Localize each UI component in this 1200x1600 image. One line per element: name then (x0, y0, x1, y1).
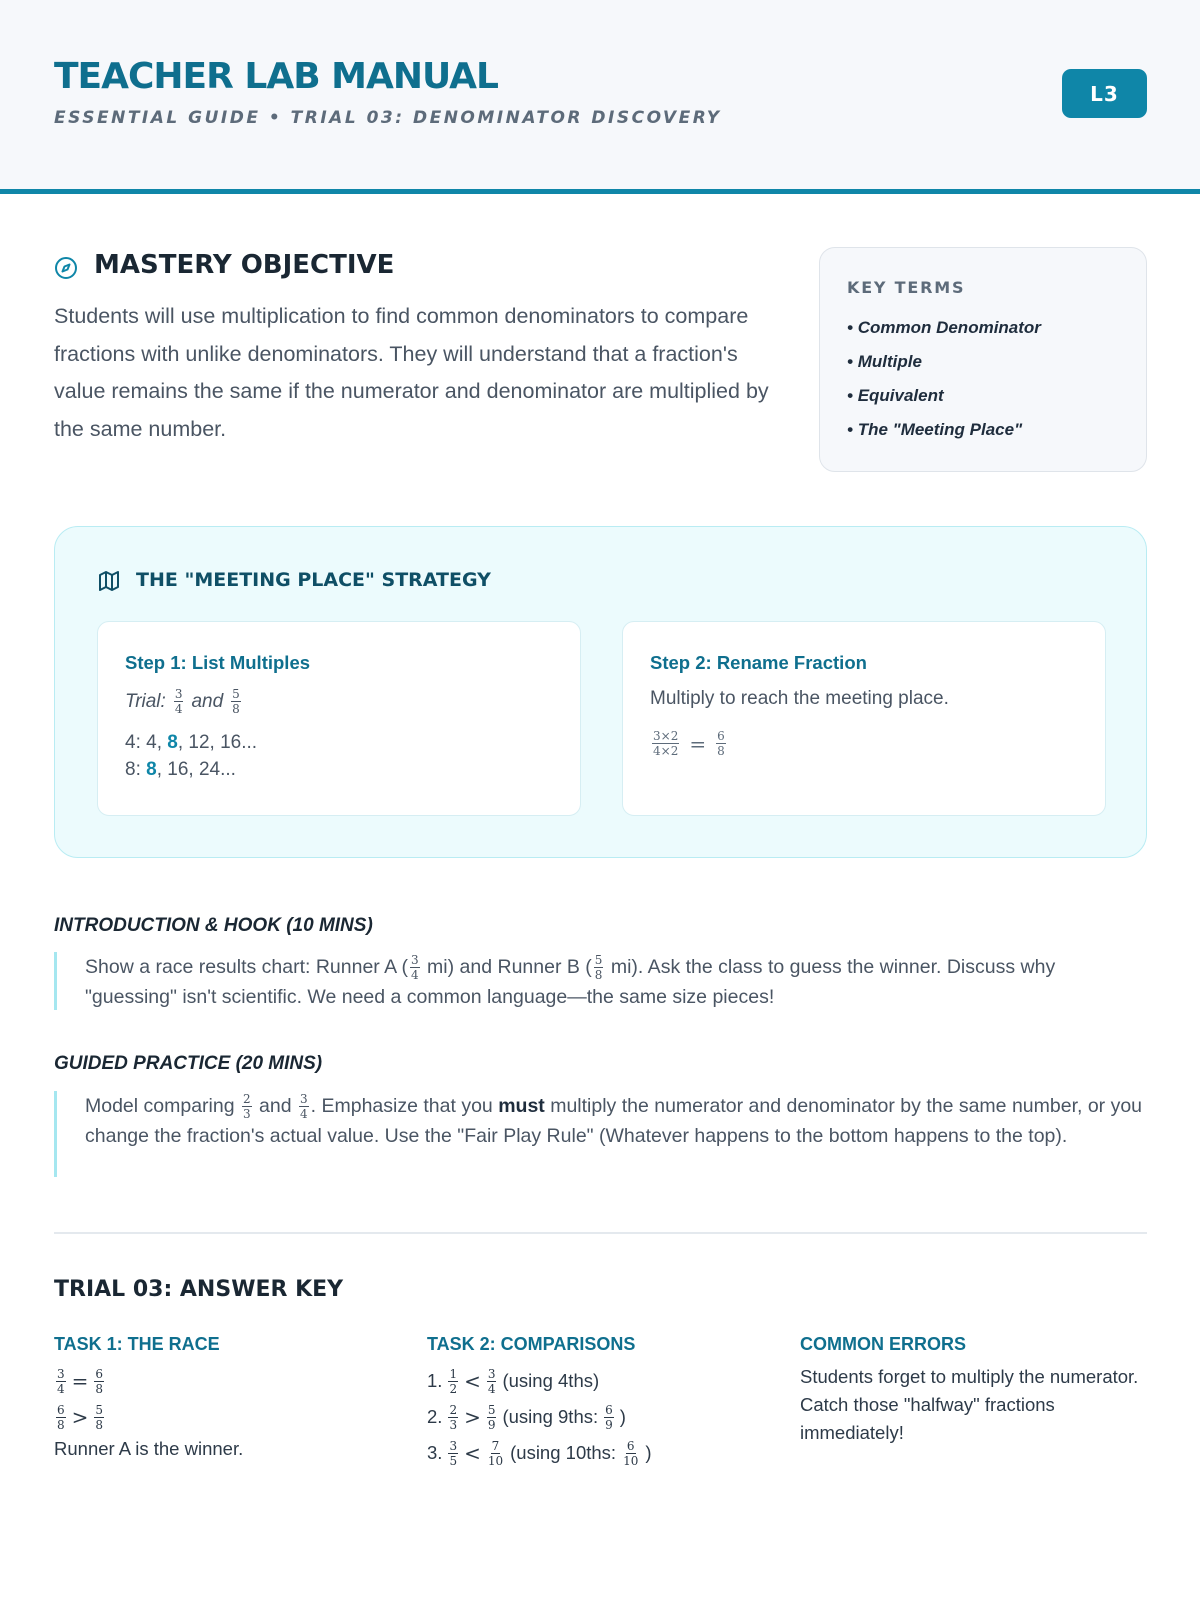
comparison-note: (using 9ths: (502, 1406, 599, 1427)
compass-icon (54, 256, 78, 280)
text-span: mi). Ask the class to guess the winner. Discuss why "guessing" isn't scientific. We need a common language—the same size pieces! (85, 956, 1056, 1008)
fraction (56, 1368, 66, 1395)
task-1-column (54, 1334, 394, 1463)
key-term-item: • Multiple (847, 345, 1120, 379)
key-term-item: • The "Meeting Place" (847, 413, 1120, 447)
numerator: 7 (491, 1438, 500, 1453)
task-2-heading: TASK 2: COMPARISONS (427, 1334, 636, 1354)
close-paren: ) (645, 1442, 652, 1463)
denominator: 4 (300, 1107, 308, 1122)
denominator: 8 (95, 1381, 104, 1396)
page-subtitle: ESSENTIAL GUIDE • TRIAL 03: DENOMINATOR DISCOVERY (54, 108, 722, 128)
denominator: 8 (232, 702, 240, 716)
numerator: 3×2 (653, 729, 679, 743)
numerator: 2 (243, 1092, 251, 1107)
multiples-prefix: 4: 4, (125, 732, 168, 753)
objective-title: MASTERY OBJECTIVE (94, 250, 395, 280)
close-paren: ) (619, 1406, 626, 1427)
rename-equation (650, 730, 1078, 757)
step-2-text: Multiply to reach the meeting place. (650, 688, 949, 709)
fraction (652, 730, 679, 757)
numerator: 1 (449, 1366, 458, 1381)
denominator: 9 (605, 1417, 613, 1432)
common-errors-text: Students forget to multiply the numerator. Catch those "halfway" fractions immediately! (800, 1366, 1139, 1443)
fraction (448, 1368, 458, 1395)
key-term-item: • Equivalent (847, 379, 1120, 413)
numerator: 5 (594, 953, 603, 968)
header (0, 0, 1200, 194)
text-span: mi) and Runner B ( (421, 956, 592, 978)
numerator: 6 (605, 1402, 613, 1417)
trial-label: Trial: (125, 690, 166, 712)
text-span: and (253, 1095, 298, 1117)
denominator: 4 (174, 702, 183, 716)
objective-text: Students will use multiplication to find common denominators to compare fractions with unlike denominators. They will understand that a fraction's value remains the same if the numerator and denominator are multiplied by the same number. (54, 304, 769, 441)
common-errors-column (800, 1334, 1140, 1447)
multiples-row-4 (125, 729, 553, 756)
common-errors-heading: COMMON ERRORS (800, 1334, 966, 1354)
comparison-item (427, 1399, 767, 1435)
fraction (487, 1440, 504, 1467)
numerator: 3 (411, 953, 419, 968)
guided-text (54, 1091, 1147, 1177)
emphasis: must (498, 1095, 545, 1117)
key-term-item: • Common Denominator (847, 311, 1120, 345)
key-terms-label: KEY TERMS (847, 278, 966, 297)
denominator: 8 (95, 1417, 104, 1432)
key-terms-box (819, 247, 1147, 472)
denominator: 4 (487, 1381, 496, 1396)
numerator: 6 (626, 1438, 635, 1453)
denominator: 3 (243, 1107, 251, 1122)
operator: > (464, 1405, 481, 1429)
denominator: 4 (411, 968, 419, 983)
comparison-item (427, 1363, 767, 1399)
denominator: 10 (623, 1453, 639, 1468)
text-span: . Emphasize that you (310, 1095, 499, 1117)
fraction (716, 730, 726, 757)
denominator: 2 (449, 1381, 458, 1396)
denominator: 10 (487, 1453, 504, 1468)
numerator: 6 (57, 1402, 65, 1417)
intro-text (54, 952, 1147, 1010)
task-2-column (427, 1334, 767, 1471)
task-1-equation (54, 1363, 394, 1399)
answer-key-title: TRIAL 03: ANSWER KEY (54, 1277, 344, 1302)
fraction (594, 954, 604, 981)
item-number: 3. (427, 1442, 443, 1463)
fraction (94, 1404, 104, 1431)
text-span: Show a race results chart: Runner A ( (85, 956, 408, 978)
multiples-prefix: 8: (125, 759, 147, 780)
multiples-suffix: , 16, 24... (156, 759, 236, 780)
fraction (604, 1404, 614, 1431)
numerator: 5 (487, 1402, 496, 1417)
comparison-note: (using 10ths: (510, 1442, 617, 1463)
step-2-card (622, 621, 1106, 816)
step-1-trial (125, 688, 553, 715)
comparison-item (427, 1435, 767, 1471)
numerator: 2 (449, 1402, 458, 1417)
fraction (299, 1093, 309, 1120)
step-1-title: Step 1: List Multiples (125, 652, 311, 673)
divider (54, 1232, 1147, 1234)
fraction (56, 1404, 66, 1431)
strategy-title: THE "MEETING PLACE" STRATEGY (136, 569, 491, 591)
fraction (410, 954, 420, 981)
strategy-panel (54, 526, 1147, 858)
step-2-title: Step 2: Rename Fraction (650, 652, 867, 673)
task-1-heading: TASK 1: THE RACE (54, 1334, 220, 1354)
operator: = (689, 731, 707, 756)
numerator: 3 (487, 1366, 496, 1381)
fraction (231, 688, 241, 715)
meeting-number: 8 (146, 759, 157, 780)
numerator: 5 (232, 687, 240, 701)
operator: < (464, 1369, 481, 1393)
numerator: 3 (300, 1092, 308, 1107)
denominator: 8 (57, 1417, 65, 1432)
fraction (448, 1440, 458, 1467)
item-number: 2. (427, 1406, 443, 1427)
numerator: 5 (95, 1402, 104, 1417)
fraction (487, 1404, 497, 1431)
comparison-note: (using 4ths) (502, 1370, 600, 1391)
trial-and: and (191, 690, 224, 712)
fraction (174, 688, 184, 715)
denominator: 8 (717, 744, 725, 758)
item-number: 1. (427, 1370, 443, 1391)
multiples-suffix: , 12, 16... (177, 732, 258, 753)
text-span: Model comparing (85, 1095, 240, 1117)
task-1-equation (54, 1399, 394, 1435)
operator: = (71, 1369, 89, 1393)
denominator: 4×2 (653, 744, 679, 758)
numerator: 6 (717, 729, 725, 743)
page-title: TEACHER LAB MANUAL (54, 56, 498, 97)
multiples-row-8 (125, 756, 553, 783)
denominator: 4 (57, 1381, 65, 1396)
fraction (448, 1404, 458, 1431)
text-span: multiply the numerator and denominator by the same number, or you change the fraction's actual value. Use the "Fair Play Rule" (Whatever happens to the bottom happens to the top). (85, 1095, 1143, 1147)
numerator: 3 (174, 687, 183, 701)
fraction (242, 1093, 252, 1120)
operator: < (464, 1441, 481, 1465)
denominator: 9 (487, 1417, 496, 1432)
denominator: 3 (449, 1417, 458, 1432)
map-icon (97, 569, 121, 593)
step-1-card (97, 621, 581, 816)
meeting-number: 8 (167, 732, 178, 753)
operator: > (71, 1405, 89, 1429)
intro-heading: INTRODUCTION & HOOK (10 MINS) (54, 915, 373, 936)
denominator: 8 (594, 968, 603, 983)
numerator: 3 (449, 1438, 458, 1453)
level-badge: L3 (1062, 69, 1147, 118)
fraction (622, 1440, 639, 1467)
numerator: 6 (95, 1366, 104, 1381)
fraction (487, 1368, 497, 1395)
guided-heading: GUIDED PRACTICE (20 MINS) (54, 1053, 323, 1074)
task-1-conclusion: Runner A is the winner. (54, 1438, 244, 1459)
denominator: 5 (449, 1453, 458, 1468)
fraction (94, 1368, 104, 1395)
numerator: 3 (57, 1366, 65, 1381)
